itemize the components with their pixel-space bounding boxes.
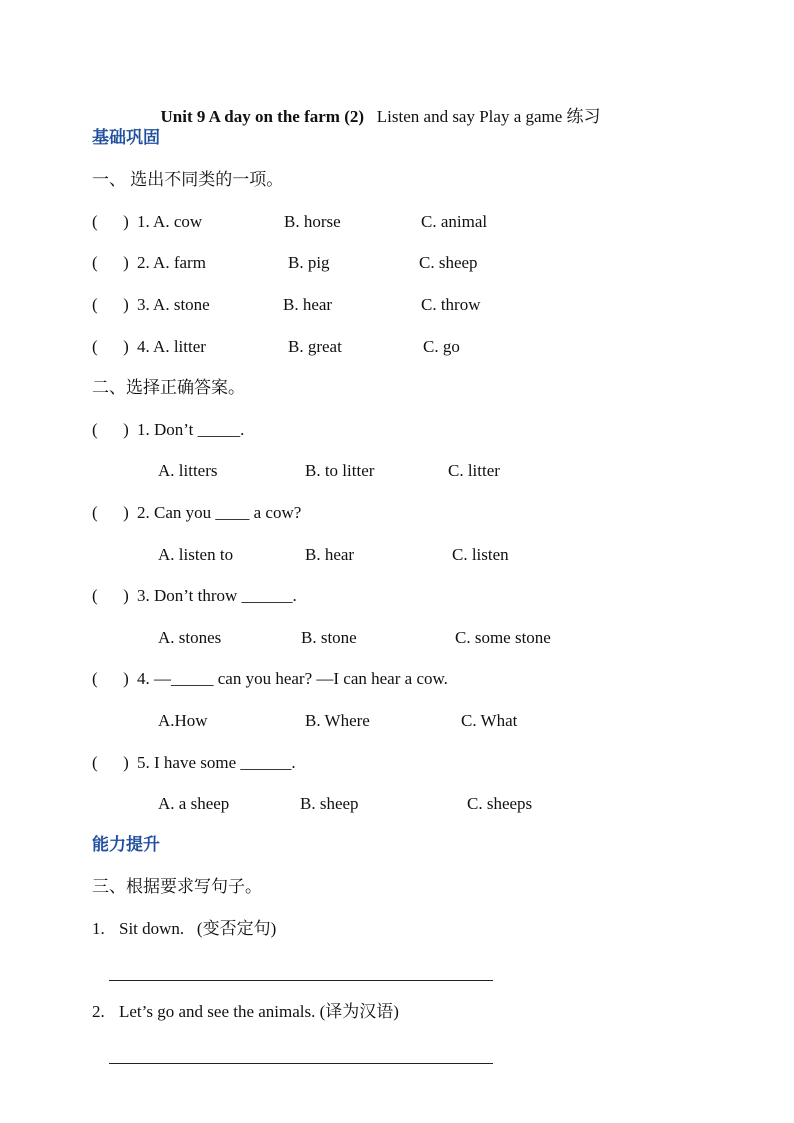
question-option-c: C. sheep (419, 253, 478, 272)
part1-heading: 一、 选出不同类的一项。 (92, 170, 284, 189)
option-a: A. litters (158, 461, 218, 480)
question-option-b: B. pig (288, 253, 330, 272)
question-text: 3. Don’t throw ______. (137, 586, 297, 605)
option-c: C. listen (452, 545, 509, 564)
option-c: C. some stone (455, 628, 551, 647)
worksheet-title (152, 87, 601, 127)
question-option-c: C. throw (421, 295, 481, 314)
part3-heading: 三、根据要求写句子。 (92, 877, 262, 896)
question-option-b: B. horse (284, 212, 341, 231)
option-c: C. What (461, 711, 518, 730)
option-a: A. a sheep (158, 794, 230, 813)
answer-paren[interactable]: ( ) (92, 420, 129, 439)
option-b: B. sheep (300, 794, 359, 813)
option-a: A.How (158, 711, 208, 730)
answer-line[interactable] (109, 1063, 493, 1064)
question-text: 5. I have some ______. (137, 753, 296, 772)
title-rest: Listen and say Play a game 练习 (376, 107, 601, 126)
answer-paren[interactable]: ( ) (92, 212, 129, 231)
question-option-b: B. great (288, 337, 342, 356)
question-option-a: 4. A. litter (137, 337, 206, 356)
answer-paren[interactable]: ( ) (92, 253, 129, 272)
answer-line[interactable] (109, 980, 493, 981)
section-heading-basic: 基础巩固 (92, 128, 160, 147)
section-heading-advanced: 能力提升 (92, 835, 160, 854)
option-c: C. sheeps (467, 794, 533, 813)
item-text: Let’s go and see the animals. (译为汉语) (119, 1002, 399, 1021)
option-c: C. litter (448, 461, 500, 480)
option-b: B. Where (305, 711, 370, 730)
answer-paren[interactable]: ( ) (92, 295, 129, 314)
question-option-c: C. animal (421, 212, 488, 231)
option-a: A. stones (158, 628, 222, 647)
title-unit: Unit 9 A day on the farm (2) (160, 107, 365, 126)
question-option-b: B. hear (283, 295, 333, 314)
item-number: 1. (92, 919, 105, 938)
item-text: Sit down. (变否定句) (119, 919, 277, 938)
answer-paren[interactable]: ( ) (92, 503, 129, 522)
option-a: A. listen to (158, 545, 234, 564)
question-text: 1. Don’t _____. (137, 420, 245, 439)
option-b: B. to litter (305, 461, 375, 480)
question-text: 2. Can you ____ a cow? (137, 503, 302, 522)
answer-paren[interactable]: ( ) (92, 753, 129, 772)
answer-paren[interactable]: ( ) (92, 586, 129, 605)
answer-paren[interactable]: ( ) (92, 337, 129, 356)
question-text: 4. —_____ can you hear? —I can hear a cow. (137, 669, 448, 688)
option-b: B. stone (301, 628, 357, 647)
question-option-a: 2. A. farm (137, 253, 206, 272)
question-option-a: 1. A. cow (137, 212, 203, 231)
question-option-c: C. go (423, 337, 460, 356)
answer-paren[interactable]: ( ) (92, 669, 129, 688)
part2-heading: 二、选择正确答案。 (92, 378, 245, 397)
item-number: 2. (92, 1002, 105, 1021)
option-b: B. hear (305, 545, 355, 564)
question-option-a: 3. A. stone (137, 295, 210, 314)
